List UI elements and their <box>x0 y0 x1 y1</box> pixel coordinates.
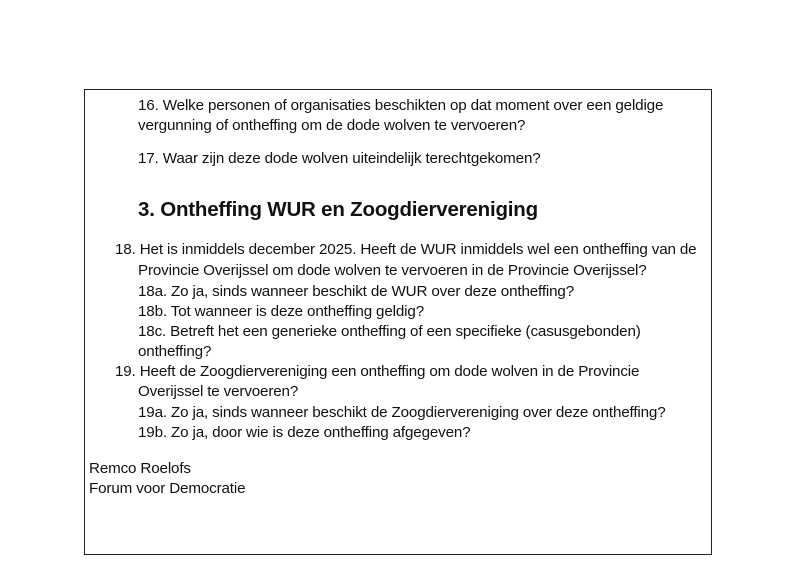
question-18-line-1: 18. Het is inmiddels december 2025. Heeft de WUR inmiddels wel een ontheffing van de <box>115 241 697 258</box>
question-19a: 19a. Zo ja, sinds wanneer beschikt de Zoogdiervereniging over deze ontheffing? <box>138 404 666 421</box>
question-18c-line-1: 18c. Betreft het een generieke ontheffing of een specifieke (casusgebonden) <box>138 323 641 340</box>
signature-party: Forum voor Democratie <box>89 480 246 497</box>
section-heading: 3. Ontheffing WUR en Zoogdiervereniging <box>138 198 538 221</box>
question-17-line-1: 17. Waar zijn deze dode wolven uiteindelijk terechtgekomen? <box>138 150 541 167</box>
question-19-line-2: Overijssel te vervoeren? <box>138 383 299 400</box>
question-18-line-2: Provincie Overijssel om dode wolven te vervoeren in de Provincie Overijssel? <box>138 262 647 279</box>
question-19b: 19b. Zo ja, door wie is deze ontheffing afgegeven? <box>138 424 471 441</box>
question-19-line-1: 19. Heeft de Zoogdiervereniging een ontheffing om dode wolven in de Provincie <box>115 363 640 380</box>
question-18c-line-2: ontheffing? <box>138 343 212 360</box>
signature-name: Remco Roelofs <box>89 460 191 477</box>
question-18b: 18b. Tot wanneer is deze ontheffing geldig? <box>138 303 424 320</box>
question-18a: 18a. Zo ja, sinds wanneer beschikt de WUR over deze ontheffing? <box>138 283 575 300</box>
question-16-line-2: vergunning of ontheffing om de dode wolven te vervoeren? <box>138 117 526 134</box>
question-16-line-1: 16. Welke personen of organisaties beschikten op dat moment over een geldige <box>138 97 664 114</box>
